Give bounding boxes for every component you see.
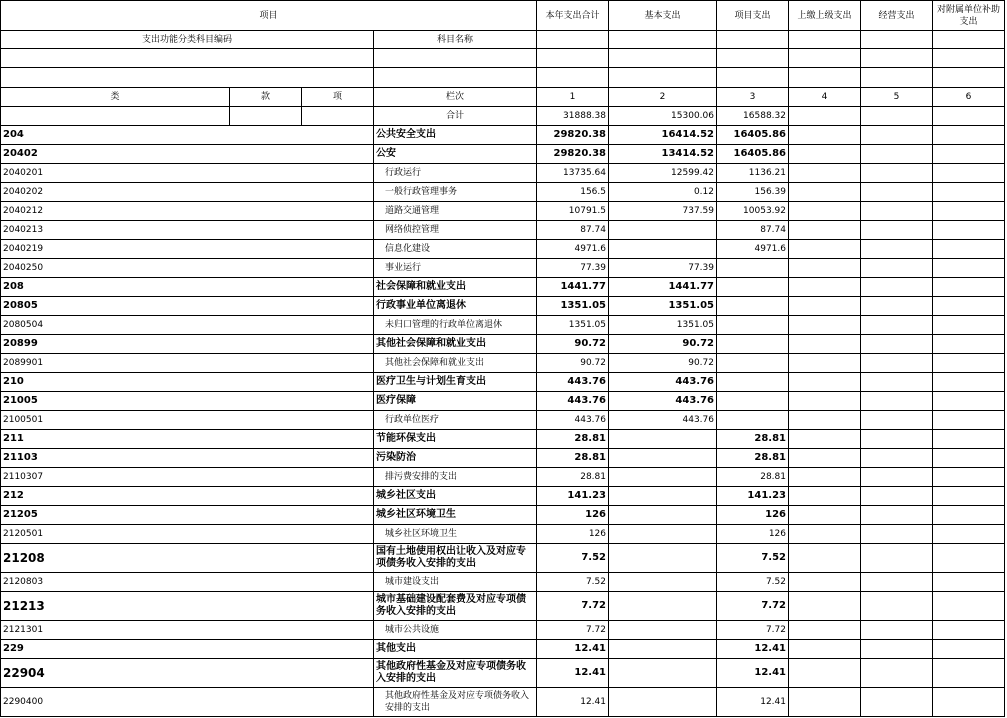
column-number: 5 <box>893 92 900 102</box>
row-code: 212 <box>3 490 24 501</box>
row-subject-name: 未归口管理的行政单位离退休 <box>385 320 503 330</box>
header-business-expenditure: 经营支出 <box>878 10 915 21</box>
row-basic-value: 16414.52 <box>661 129 714 140</box>
row-total-value: 1351.05 <box>568 320 606 330</box>
row-project-value: 28.81 <box>754 452 786 463</box>
row-basic-value <box>609 487 716 505</box>
row-total-value: 12.41 <box>574 643 606 654</box>
row-subject-name: 国有土地使用权出让收入及对应专项债务收入安排的支出 <box>376 546 526 569</box>
row-project-value: 7.72 <box>761 600 786 611</box>
row-total-value: 156.5 <box>580 187 606 197</box>
row-basic-value <box>609 468 716 486</box>
row-basic-value: 0.12 <box>693 187 714 197</box>
row-basic-value <box>609 221 716 239</box>
row-code: 210 <box>3 376 24 387</box>
row-basic-value <box>609 240 716 258</box>
grid-line <box>788 0 789 717</box>
row-subject-name: 事业运行 <box>385 263 422 273</box>
row-subject-name: 行政运行 <box>385 168 422 178</box>
row-subject-name: 其他社会保障和就业支出 <box>376 338 486 349</box>
total-value: 31888.38 <box>563 111 606 121</box>
total-value: 15300.06 <box>671 111 714 121</box>
row-basic-value <box>609 592 716 620</box>
header-remit-upper-expenditure: 上缴上级支出 <box>797 10 852 21</box>
row-basic-value <box>609 688 716 716</box>
grid-line <box>0 48 1005 49</box>
row-total-value: 28.81 <box>580 472 606 482</box>
row-total-value: 126 <box>588 529 606 539</box>
row-code: 21213 <box>3 599 45 613</box>
row-project-value: 12.41 <box>754 643 786 654</box>
row-total-value: 443.76 <box>567 376 606 387</box>
row-code: 204 <box>3 129 24 140</box>
row-total-value: 29820.38 <box>553 129 606 140</box>
row-code: 2121301 <box>3 625 44 635</box>
row-project-value <box>717 373 788 391</box>
row-code: 211 <box>3 433 24 444</box>
row-basic-value: 1441.77 <box>668 281 714 292</box>
row-code: 208 <box>3 281 24 292</box>
row-total-value: 28.81 <box>574 452 606 463</box>
row-project-value: 126 <box>768 529 786 539</box>
row-subject-name: 社会保障和就业支出 <box>376 281 466 292</box>
row-total-value: 443.76 <box>567 395 606 406</box>
row-total-value: 13735.64 <box>563 168 606 178</box>
header-func-code: 支出功能分类科目编码 <box>141 34 232 45</box>
row-total-value: 7.72 <box>585 625 606 635</box>
row-code: 21005 <box>3 395 38 406</box>
grid-line <box>1004 0 1005 717</box>
row-total-value: 1351.05 <box>560 300 606 311</box>
row-project-value <box>717 392 788 410</box>
row-project-value: 126 <box>765 509 786 520</box>
row-project-value: 4971.6 <box>754 244 786 254</box>
grid-line <box>860 0 861 717</box>
row-project-value: 7.72 <box>765 625 786 635</box>
row-project-value <box>717 316 788 334</box>
row-project-value: 7.52 <box>765 577 786 587</box>
row-subject-name: 其他社会保障和就业支出 <box>385 358 485 368</box>
row-subject-name: 医疗卫生与计划生育支出 <box>376 376 486 387</box>
column-number: 4 <box>821 92 828 102</box>
row-project-value <box>717 354 788 372</box>
row-basic-value <box>609 640 716 658</box>
row-code: 2040213 <box>3 225 44 235</box>
row-subject-name: 其他政府性基金及对应专项债务收入安排的支出 <box>385 691 530 713</box>
row-basic-value: 77.39 <box>688 263 714 273</box>
header-total-expenditure: 本年支出合计 <box>545 10 600 21</box>
header-subject-name: 科目名称 <box>436 34 473 45</box>
row-project-value: 10053.92 <box>743 206 786 216</box>
row-subject-name: 节能环保支出 <box>376 433 436 444</box>
row-project-value: 28.81 <box>760 472 786 482</box>
row-subject-name: 行政单位医疗 <box>385 415 440 425</box>
row-basic-value: 737.59 <box>682 206 714 216</box>
row-subject-name: 城市公共设施 <box>385 625 440 635</box>
row-code: 22904 <box>3 666 45 680</box>
column-number: 1 <box>569 92 576 102</box>
row-project-value <box>717 297 788 315</box>
row-total-value: 126 <box>585 509 606 520</box>
row-project-value <box>717 335 788 353</box>
row-code: 20402 <box>3 148 38 159</box>
row-basic-value: 90.72 <box>682 338 714 349</box>
row-project-value: 28.81 <box>754 433 786 444</box>
row-subject-name: 城市基础建设配套费及对应专项债务收入安排的支出 <box>376 594 526 617</box>
row-project-value: 156.39 <box>754 187 786 197</box>
row-subject-name: 其他支出 <box>376 643 416 654</box>
column-number: 6 <box>965 92 972 102</box>
row-subject-name: 道路交通管理 <box>385 206 440 216</box>
row-subject-name: 排污费安排的支出 <box>385 472 458 482</box>
total-label: 合计 <box>445 111 464 121</box>
row-subject-name: 城市建设支出 <box>385 577 440 587</box>
header-basic-expenditure: 基本支出 <box>644 10 681 21</box>
header-kuan: 款 <box>260 92 270 102</box>
row-subject-name: 信息化建设 <box>385 244 431 254</box>
row-basic-value <box>609 621 716 639</box>
row-code: 21103 <box>3 452 38 463</box>
row-basic-value <box>609 659 716 687</box>
row-code: 2080504 <box>3 320 44 330</box>
row-code: 2290400 <box>3 697 44 707</box>
total-value: 16588.32 <box>743 111 786 121</box>
row-project-value <box>717 259 788 277</box>
row-code: 2089901 <box>3 358 44 368</box>
row-basic-value <box>609 506 716 524</box>
row-basic-value: 12599.42 <box>671 168 714 178</box>
row-subject-name: 网络侦控管理 <box>385 225 440 235</box>
row-total-value: 1441.77 <box>560 281 606 292</box>
row-project-value: 16405.86 <box>733 129 786 140</box>
row-total-value: 28.81 <box>574 433 606 444</box>
row-project-value: 12.41 <box>754 667 786 678</box>
row-code: 2040201 <box>3 168 44 178</box>
row-code: 2040219 <box>3 244 44 254</box>
row-total-value: 90.72 <box>580 358 606 368</box>
row-code: 2120803 <box>3 577 44 587</box>
row-basic-value <box>609 525 716 543</box>
header-project-expenditure: 项目支出 <box>734 10 771 21</box>
row-basic-value: 1351.05 <box>668 300 714 311</box>
header-lei: 类 <box>110 92 120 102</box>
row-basic-value <box>609 449 716 467</box>
grid-line <box>0 67 1005 68</box>
row-code: 2110307 <box>3 472 44 482</box>
row-subject-name: 城乡社区支出 <box>376 490 436 501</box>
row-code: 2040212 <box>3 206 44 216</box>
row-code: 20899 <box>3 338 38 349</box>
row-project-value <box>717 278 788 296</box>
row-total-value: 141.23 <box>567 490 606 501</box>
header-subsidiary-subsidy: 对附属单位补助支出 <box>936 4 1000 27</box>
row-project-value: 7.52 <box>761 552 786 563</box>
row-basic-value: 443.76 <box>675 395 714 406</box>
row-subject-name: 一般行政管理事务 <box>385 187 458 197</box>
row-code: 229 <box>3 643 24 654</box>
row-code: 20805 <box>3 300 38 311</box>
header-item: 项目 <box>259 10 278 21</box>
row-total-value: 77.39 <box>580 263 606 273</box>
row-subject-name: 污染防治 <box>376 452 416 463</box>
row-total-value: 7.52 <box>585 577 606 587</box>
row-total-value: 7.52 <box>581 552 606 563</box>
row-total-value: 4971.6 <box>574 244 606 254</box>
row-basic-value: 13414.52 <box>661 148 714 159</box>
column-number: 2 <box>659 92 666 102</box>
row-basic-value <box>609 573 716 591</box>
grid-line <box>932 0 933 717</box>
row-project-value: 1136.21 <box>748 168 786 178</box>
row-subject-name: 医疗保障 <box>376 395 416 406</box>
header-xiang: 项 <box>332 92 342 102</box>
row-subject-name: 城乡社区环境卫生 <box>385 529 458 539</box>
row-total-value: 87.74 <box>580 225 606 235</box>
row-code: 2040250 <box>3 263 44 273</box>
row-total-value: 12.41 <box>580 697 606 707</box>
row-code: 2100501 <box>3 415 44 425</box>
row-total-value: 29820.38 <box>553 148 606 159</box>
column-number: 3 <box>749 92 756 102</box>
row-total-value: 7.72 <box>581 600 606 611</box>
row-code: 2120501 <box>3 529 44 539</box>
row-code: 21208 <box>3 551 45 565</box>
row-project-value: 12.41 <box>760 697 786 707</box>
row-total-value: 90.72 <box>574 338 606 349</box>
row-basic-value: 90.72 <box>688 358 714 368</box>
row-basic-value: 443.76 <box>682 415 714 425</box>
row-total-value: 10791.5 <box>568 206 606 216</box>
row-subject-name: 公共安全支出 <box>376 129 436 140</box>
row-basic-value: 1351.05 <box>676 320 714 330</box>
row-code: 2040202 <box>3 187 44 197</box>
grid-line <box>0 716 1005 717</box>
row-total-value: 443.76 <box>574 415 606 425</box>
row-subject-name: 行政事业单位离退休 <box>376 300 466 311</box>
row-subject-name: 城乡社区环境卫生 <box>376 509 456 520</box>
row-basic-value <box>609 430 716 448</box>
row-project-value: 16405.86 <box>733 148 786 159</box>
row-project-value: 87.74 <box>760 225 786 235</box>
row-project-value: 141.23 <box>747 490 786 501</box>
header-lanci: 栏次 <box>445 92 464 102</box>
row-basic-value <box>609 544 716 572</box>
row-basic-value: 443.76 <box>675 376 714 387</box>
row-code: 21205 <box>3 509 38 520</box>
row-subject-name: 公安 <box>376 148 396 159</box>
row-total-value: 12.41 <box>574 667 606 678</box>
row-project-value <box>717 411 788 429</box>
row-subject-name: 其他政府性基金及对应专项债务收入安排的支出 <box>376 661 526 684</box>
